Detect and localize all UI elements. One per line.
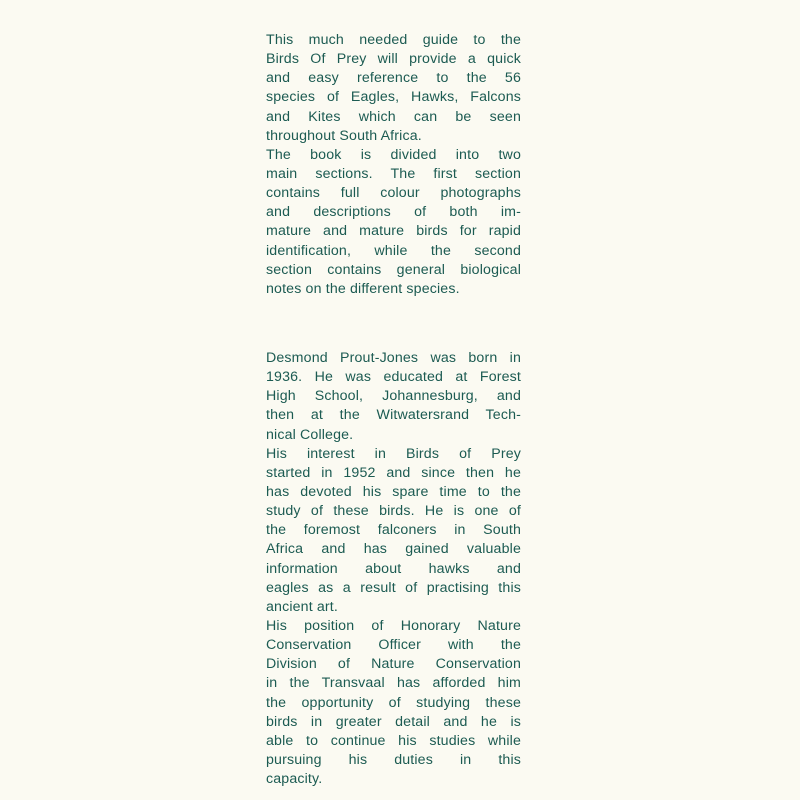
text-line: and easy reference to the 56 <box>266 70 521 87</box>
text-line: mature and mature birds for rapid <box>266 223 521 240</box>
text-line: ancient art. <box>266 598 338 615</box>
text-line: Africa and has gained valuable <box>266 541 521 558</box>
text-line: 1936. He was educated at Forest <box>266 369 521 386</box>
text-line: nical College. <box>266 426 354 443</box>
text-line: and Kites which can be seen <box>266 108 521 125</box>
text-line: the opportunity of studying these <box>266 694 521 711</box>
text-line: the foremost falconers in South <box>266 522 521 539</box>
text-line: section contains general biological <box>266 261 521 278</box>
text-line: information about hawks and <box>266 560 521 577</box>
text-line: notes on the different species. <box>266 280 460 297</box>
text-line: in the Transvaal has afforded him <box>266 675 521 692</box>
text-line: Birds Of Prey will provide a quick <box>266 51 521 68</box>
text-line: has devoted his spare time to the <box>266 483 521 500</box>
text-line: capacity. <box>266 771 323 788</box>
text-line: species of Eagles, Hawks, Falcons <box>266 89 521 106</box>
text-line: This much needed guide to the <box>266 32 521 48</box>
text-line: pursuing his duties in this <box>266 751 521 768</box>
text-line: able to continue his studies while <box>266 732 521 749</box>
text-line: eagles as a result of practising this <box>266 579 521 596</box>
text-line: birds in greater detail and he is <box>266 713 521 730</box>
author-biography <box>266 349 521 789</box>
text-line: The book is divided into two <box>266 146 521 163</box>
text-line: His interest in Birds of Prey <box>266 445 521 462</box>
text-line: Division of Nature Conservation <box>266 656 521 673</box>
text-line: throughout South Africa. <box>266 127 422 144</box>
book-description <box>266 31 521 299</box>
text-line: then at the Witwatersrand Tech- <box>266 407 521 424</box>
text-line: identification, while the second <box>266 242 521 259</box>
text-line: His position of Honorary Nature <box>266 617 521 634</box>
text-line: Desmond Prout-Jones was born in <box>266 350 521 366</box>
text-line: main sections. The first section <box>266 165 521 182</box>
text-line: and descriptions of both im- <box>266 204 521 221</box>
text-line: study of these birds. He is one of <box>266 503 521 520</box>
text-line: Conservation Officer with the <box>266 637 521 654</box>
text-line: contains full colour photographs <box>266 185 521 202</box>
text-line: started in 1952 and since then he <box>266 464 521 481</box>
text-line: High School, Johannesburg, and <box>266 388 521 405</box>
